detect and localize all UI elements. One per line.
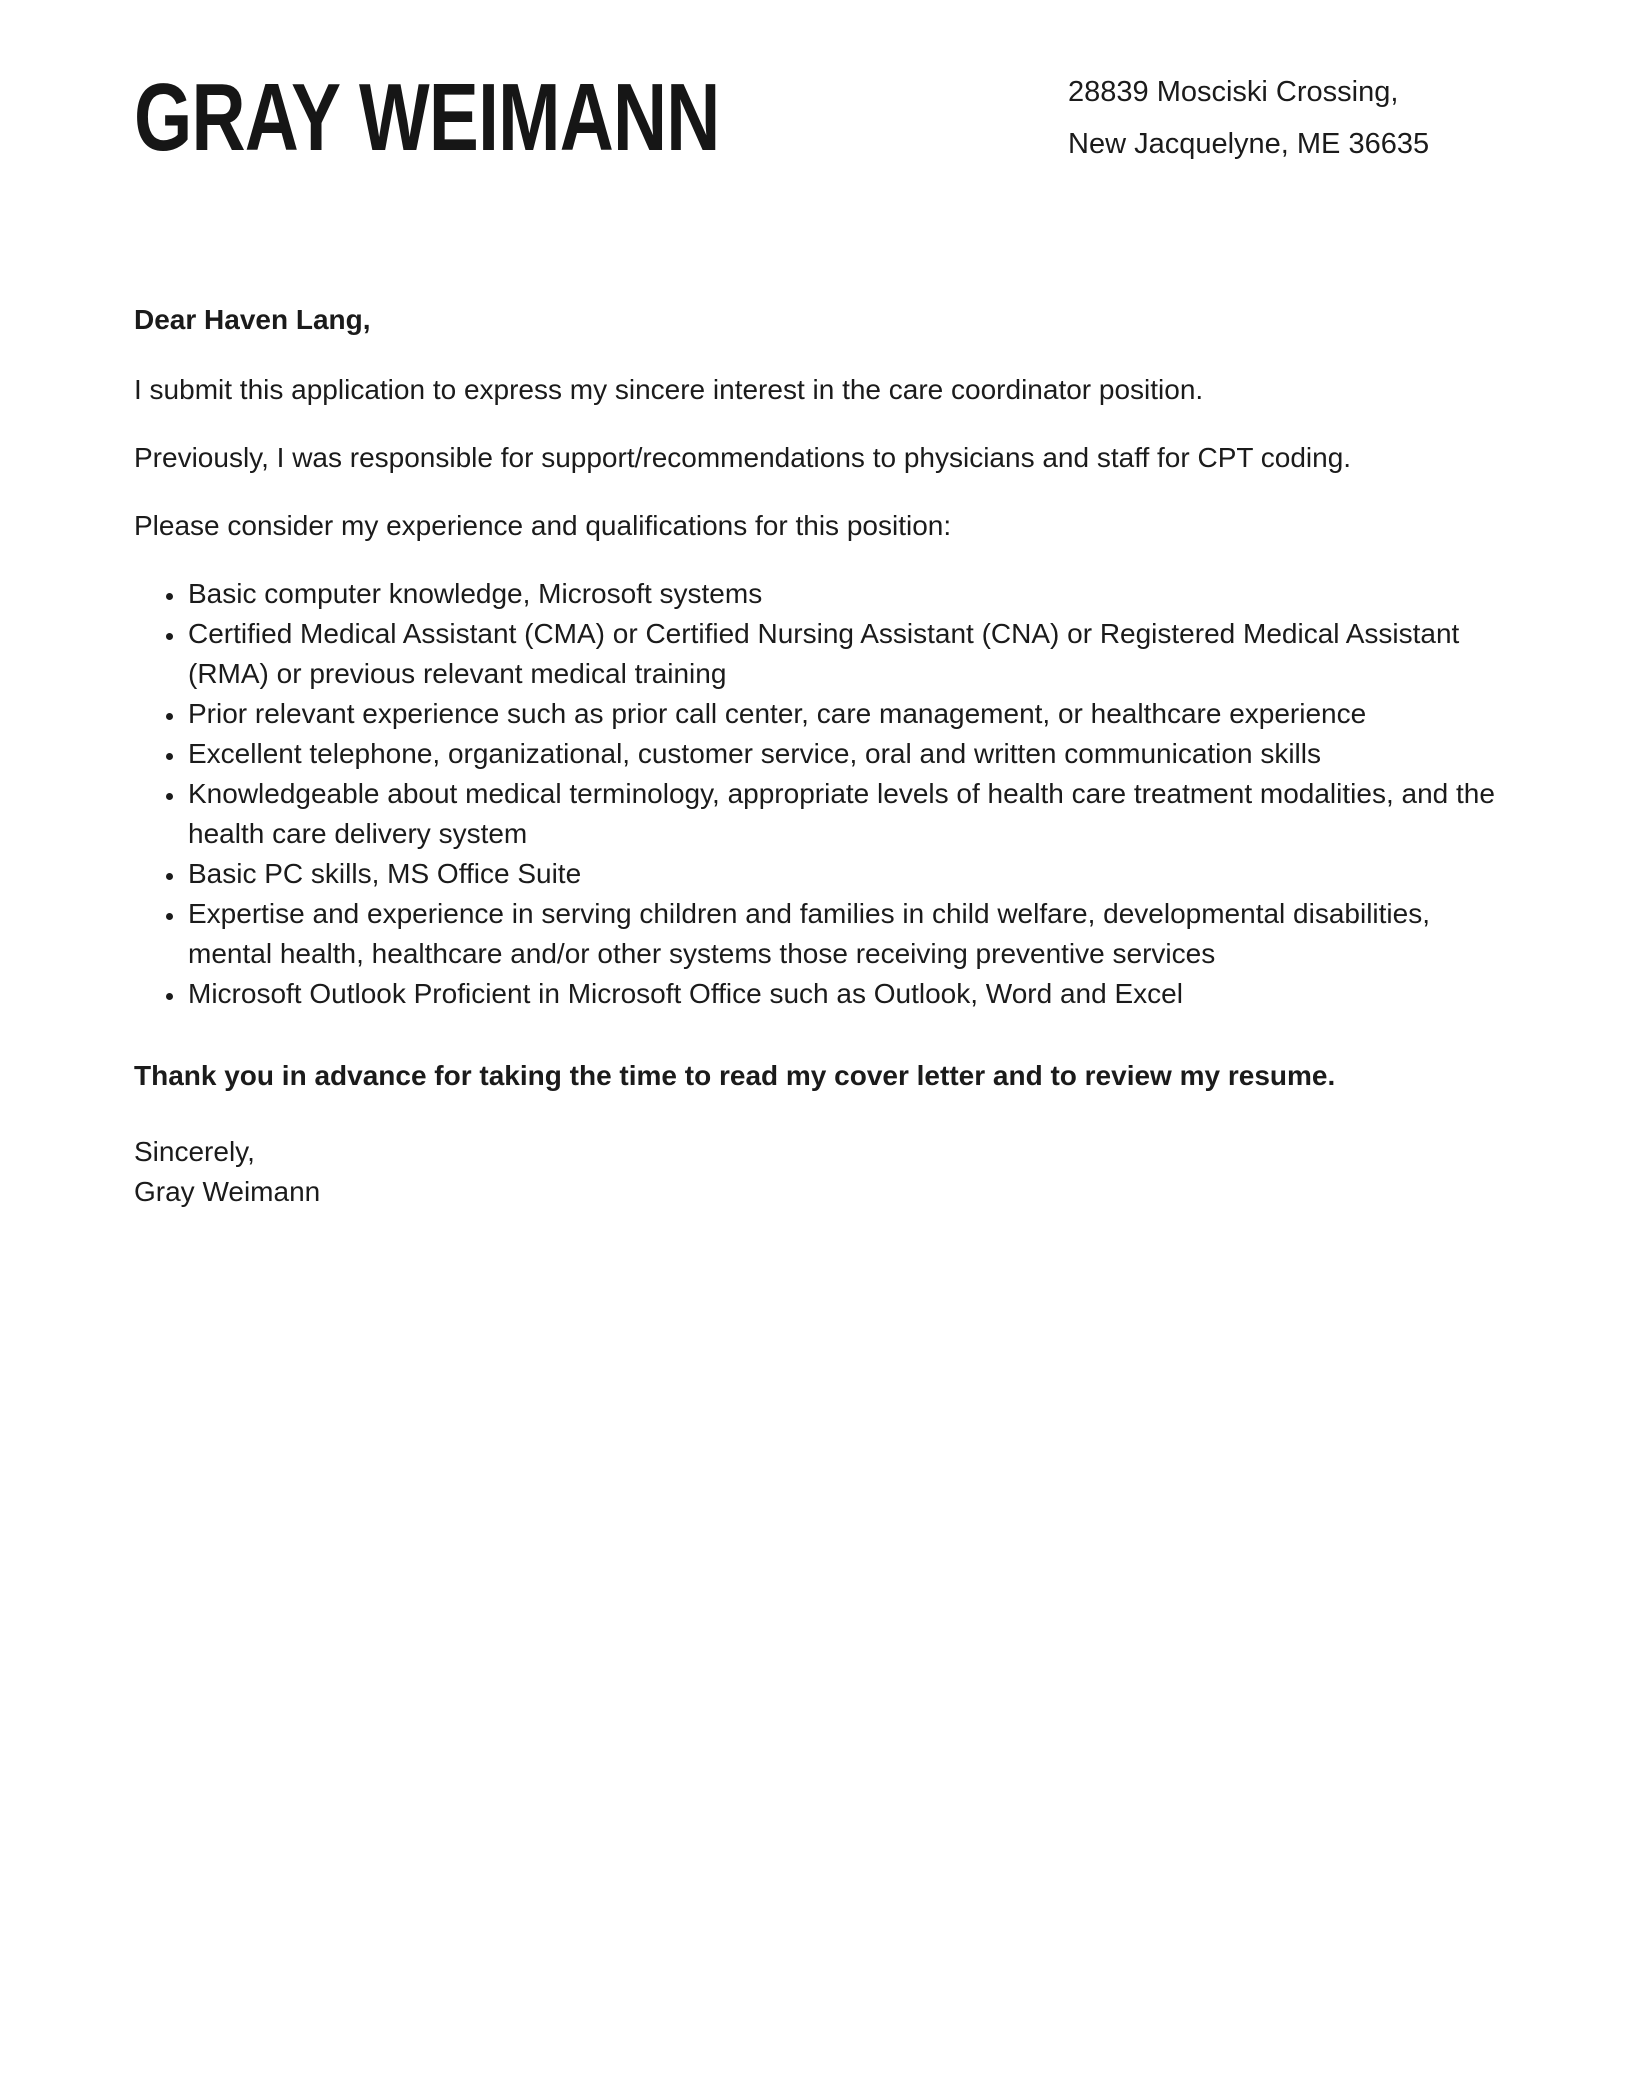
- list-item: • Expertise and experience in serving children and families in child welfare, developmental disabilities, mental health, healthcare and/or other systems those receiving preventive services: [186, 894, 1502, 974]
- letter-body: [134, 300, 1502, 1212]
- list-item: • Prior relevant experience such as prior call center, care management, or healthcare experience: [186, 694, 1502, 734]
- paragraph-previous-role: Previously, I was responsible for support/recommendations to physicians and staff for CPT coding.: [134, 442, 1352, 473]
- address-line-2: New Jacquelyne, ME 36635: [1068, 128, 1430, 160]
- letter-header: [134, 58, 1498, 170]
- signoff-block: [134, 1132, 1502, 1212]
- list-item: • Basic PC skills, MS Office Suite: [186, 854, 1502, 894]
- sender-address-block: [1068, 66, 1498, 170]
- paragraph-interest: I submit this application to express my sincere interest in the care coordinator position.: [134, 374, 1204, 405]
- signature-name: Gray Weimann: [134, 1176, 321, 1207]
- address-line-1: 28839 Mosciski Crossing,: [1068, 76, 1399, 108]
- closing-thank-you-line: Thank you in advance for taking the time to read my cover letter and to review my resume.: [134, 1060, 1336, 1091]
- list-item: • Knowledgeable about medical terminology, appropriate levels of health care treatment modalities, and the health care delivery system: [186, 774, 1502, 854]
- sender-name-heading: GRAY WEIMANN: [134, 64, 720, 171]
- signoff: Sincerely,: [134, 1136, 255, 1167]
- list-item: • Basic computer knowledge, Microsoft systems: [186, 574, 1502, 614]
- list-item: • Excellent telephone, organizational, customer service, oral and written communication skills: [186, 734, 1502, 774]
- list-item: • Microsoft Outlook Proficient in Microsoft Office such as Outlook, Word and Excel: [186, 974, 1502, 1014]
- qualifications-list: [134, 574, 1502, 1014]
- salutation: Dear Haven Lang,: [134, 304, 371, 335]
- list-item: • Certified Medical Assistant (CMA) or Certified Nursing Assistant (CNA) or Registered Medical Assistant (RMA) or previous relevant medical training: [186, 614, 1502, 694]
- paragraph-consider: Please consider my experience and qualifications for this position:: [134, 510, 952, 541]
